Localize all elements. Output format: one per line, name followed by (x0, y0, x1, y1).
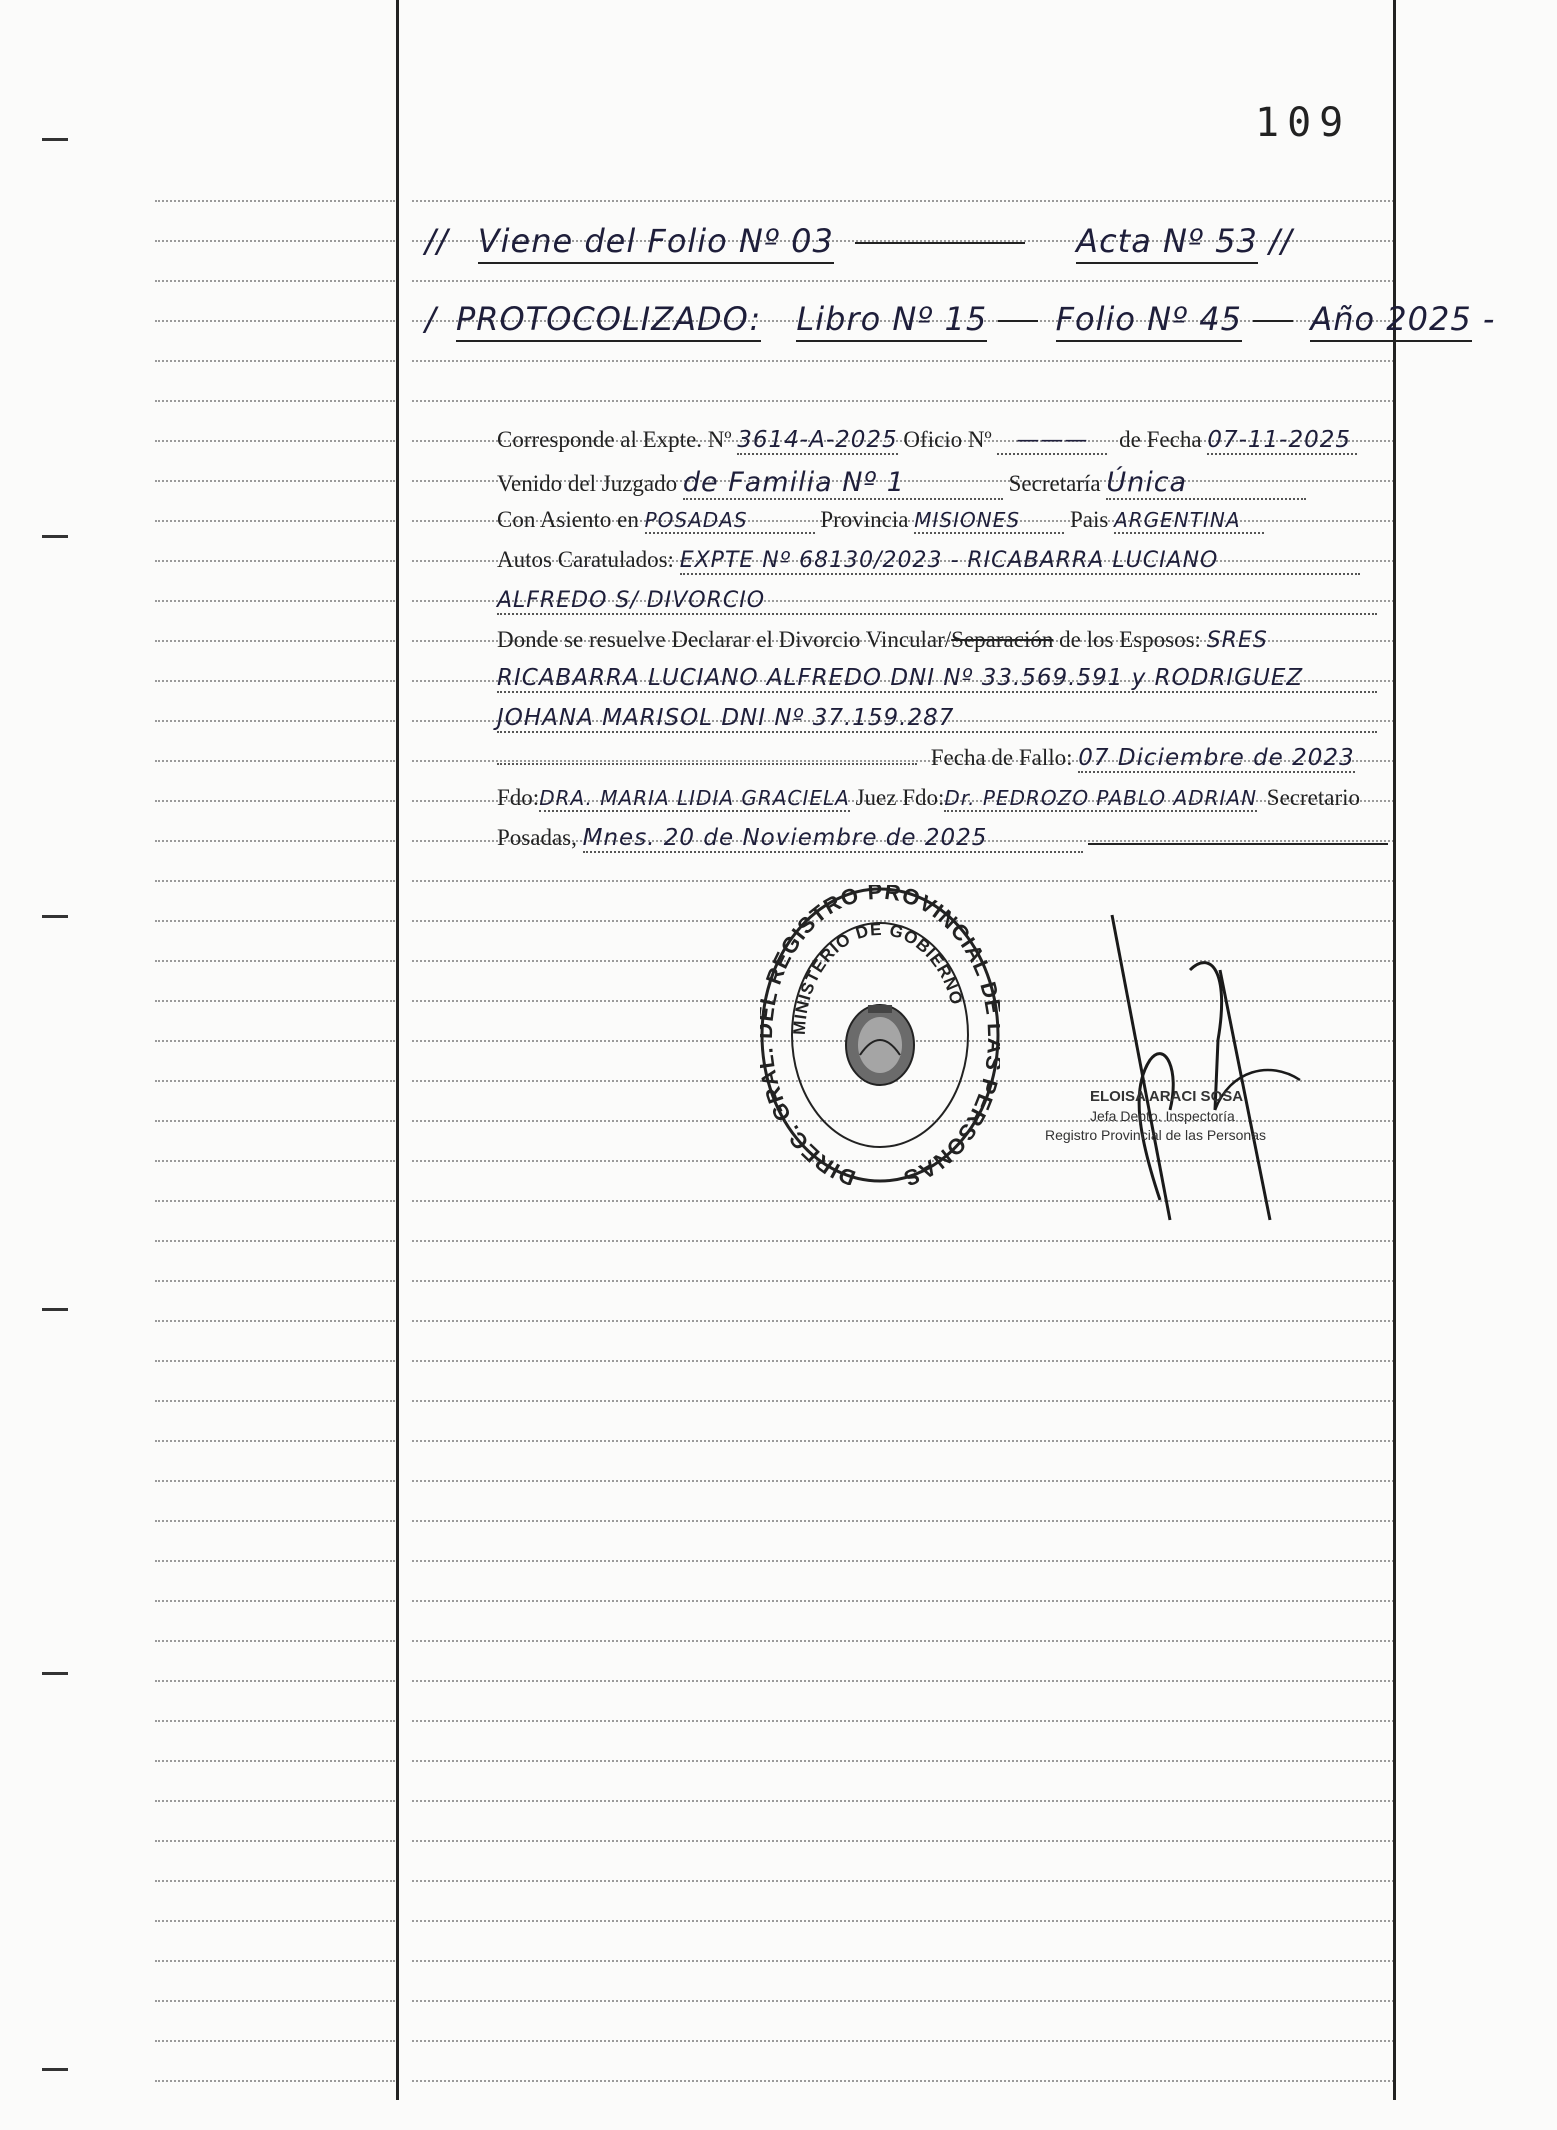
provincia-value: MISIONES (914, 508, 1064, 534)
header-line-1: // Viene del Folio Nº 03 Acta Nº 53 // (425, 222, 1293, 260)
ruled-line (412, 880, 1394, 882)
asiento-label: Con Asiento en (497, 507, 639, 532)
ruled-line (155, 1640, 395, 1642)
signatory-office: Registro Provincial de las Personas (1045, 1127, 1266, 1143)
ruled-line (155, 880, 395, 882)
ruled-line (412, 360, 1394, 362)
ruled-line (155, 320, 395, 322)
fdo-label: Fdo: (497, 785, 540, 810)
ruled-line (155, 640, 395, 642)
ruled-line (412, 1720, 1394, 1722)
ruled-line (155, 2040, 395, 2042)
row-esposos-2 (497, 705, 1377, 733)
ruled-line (155, 2000, 395, 2002)
ruled-line (155, 240, 395, 242)
binding-mark (42, 138, 68, 141)
ruled-line (155, 1160, 395, 1162)
ruled-line (155, 960, 395, 962)
ruled-line (155, 1600, 395, 1602)
ruled-line (155, 1720, 395, 1722)
ruled-line (155, 1680, 395, 1682)
row-juzgado (497, 467, 1306, 500)
ruled-line (412, 280, 1394, 282)
pais-value: ARGENTINA (1114, 508, 1264, 534)
stamp-outer-text: DIREC. GR REGISTRO PROVINCIAL PERSONAS (760, 885, 1000, 1185)
ruled-line (412, 400, 1394, 402)
ruled-line (155, 720, 395, 722)
ruled-line (155, 1840, 395, 1842)
ruled-line (412, 1880, 1394, 1882)
fecha-value: 07-11-2025 (1207, 427, 1357, 455)
ruled-line (155, 800, 395, 802)
ruled-line (412, 1600, 1394, 1602)
posadas-value: Mnes. 20 de Noviembre de 2025 (583, 825, 1083, 853)
secretario-value: Dr. PEDROZO PABLO ADRIAN (944, 786, 1258, 810)
ruled-line (412, 1360, 1394, 1362)
row-fallo (497, 745, 1355, 773)
row-asiento (497, 507, 1264, 534)
left-margin-ruled-lines (155, 200, 395, 2110)
ruled-line (412, 1760, 1394, 1762)
corresponde-label: Corresponde al Expte. Nº (497, 427, 732, 452)
esposos-value-2: JOHANA MARISOL DNI Nº 37.159.287 (497, 705, 1377, 733)
ruled-line (155, 560, 395, 562)
stamp-inner-text: MINISTERIO DE GOBIERNO (789, 919, 967, 1036)
juez-label: Juez (855, 785, 897, 810)
venido-label: Venido del Juzgado (497, 471, 678, 496)
ruled-line (412, 1400, 1394, 1402)
binding-mark (42, 915, 68, 918)
ruled-line (155, 480, 395, 482)
ruled-line (412, 1840, 1394, 1842)
juzgado-value: de Familia Nº 1 (683, 467, 1003, 500)
binding-mark (42, 1672, 68, 1675)
row-autos-cont (497, 587, 1377, 615)
ruled-line (155, 2080, 395, 2082)
posadas-label: Posadas, (497, 825, 577, 850)
ruled-line (155, 440, 395, 442)
binding-mark (42, 535, 68, 538)
ruled-line (155, 1080, 395, 1082)
esposos-value-0: SRES (1206, 628, 1268, 653)
ruled-line (412, 1480, 1394, 1482)
donde-label: Donde se resuelve Declarar el Divorcio Vincular/ (497, 627, 952, 652)
ruled-line (412, 1800, 1394, 1802)
oficio-label: Oficio Nº (903, 427, 992, 452)
secretaria-label: Secretaría (1008, 471, 1101, 496)
row-donde (497, 627, 1268, 653)
ruled-line (412, 1440, 1394, 1442)
esposos-label: de los Esposos: (1059, 627, 1201, 652)
ruled-line (155, 1480, 395, 1482)
ruled-line (155, 1440, 395, 1442)
ruled-line (412, 2040, 1394, 2042)
ruled-line (155, 1040, 395, 1042)
acta-number: Acta Nº 53 (1076, 222, 1258, 264)
fecha-label: de Fecha (1119, 427, 1202, 452)
separacion-struck: Separación (951, 627, 1054, 652)
ruled-line (155, 1960, 395, 1962)
folio-ref-number: Folio Nº 45 (1056, 300, 1242, 342)
ruled-line (155, 840, 395, 842)
protocolizado-label: PROTOCOLIZADO: (456, 300, 761, 342)
ruled-line (155, 920, 395, 922)
ruled-line (155, 520, 395, 522)
esposos-value-1: RICABARRA LUCIANO ALFREDO DNI Nº 33.569.591 y RODRIGUEZ (497, 665, 1377, 693)
signatory-name: ELOISA ARACI SOSA (1090, 1088, 1244, 1105)
autos-value-1: EXPTE Nº 68130/2023 - RICABARRA LUCIANO (680, 548, 1360, 575)
autos-label: Autos Caratulados: (497, 547, 674, 572)
ruled-line (155, 1920, 395, 1922)
ruled-line (155, 1400, 395, 1402)
secretario-label: Secretario (1266, 785, 1361, 810)
row-corresponde (497, 427, 1357, 455)
anio-number: Año 2025 (1310, 300, 1471, 342)
official-stamp (760, 885, 1000, 1185)
fallo-value: 07 Diciembre de 2023 (1078, 745, 1355, 771)
header-line-2: / PROTOCOLIZADO: Libro Nº 15 Folio Nº 45 Año 2025 - (425, 300, 1495, 338)
ruled-line (412, 1560, 1394, 1562)
row-firmas (497, 785, 1360, 812)
row-posadas (497, 825, 1388, 853)
ruled-line (412, 1320, 1394, 1322)
ruled-line (155, 1320, 395, 1322)
pais-label: Pais (1070, 507, 1109, 532)
ruled-line (155, 760, 395, 762)
ruled-line (155, 400, 395, 402)
ruled-line (155, 1280, 395, 1282)
ruled-line (155, 1240, 395, 1242)
signatory-role: Jefa Depto. Inspectoría (1090, 1108, 1235, 1124)
ruled-line (412, 1240, 1394, 1242)
binding-mark (42, 2068, 68, 2071)
handwritten-signature (1040, 910, 1340, 1230)
oficio-value: ——— (997, 427, 1107, 455)
margin-vertical-rule (396, 0, 399, 2100)
juez-value: DRA. MARIA LIDIA GRACIELA (539, 786, 850, 810)
ruled-line (155, 1520, 395, 1522)
ruled-line (155, 200, 395, 202)
ruled-line (412, 1640, 1394, 1642)
ruled-line (412, 1680, 1394, 1682)
ruled-line (412, 1960, 1394, 1962)
ruled-line (155, 1560, 395, 1562)
ruled-line (155, 1000, 395, 1002)
folio-number: 109 (1255, 100, 1352, 146)
ruled-line (155, 1760, 395, 1762)
secretaria-value: Única (1106, 467, 1306, 500)
ruled-line (412, 2000, 1394, 2002)
ruled-line (412, 200, 1394, 202)
ruled-line (155, 360, 395, 362)
fdo2-label: Fdo: (902, 785, 945, 810)
libro-number: Libro Nº 15 (796, 300, 987, 342)
ruled-line (155, 1200, 395, 1202)
ruled-line (155, 1800, 395, 1802)
coat-of-arms-icon (846, 1005, 914, 1085)
ruled-line (155, 680, 395, 682)
autos-value-2: ALFREDO S/ DIVORCIO (497, 588, 1377, 615)
binding-mark (42, 1308, 68, 1311)
ruled-line (155, 1120, 395, 1122)
ruled-line (155, 1360, 395, 1362)
ruled-line (412, 1920, 1394, 1922)
ruled-line (412, 1280, 1394, 1282)
ruled-line (155, 1880, 395, 1882)
ruled-line (412, 1520, 1394, 1522)
row-autos (497, 547, 1360, 575)
row-esposos-1 (497, 665, 1377, 693)
ruled-line (155, 600, 395, 602)
viene-del-folio: Viene del Folio Nº 03 (478, 222, 834, 264)
expte-value: 3614-A-2025 (737, 427, 898, 453)
ruled-line (155, 280, 395, 282)
fallo-label: Fecha de Fallo: (930, 745, 1073, 770)
provincia-label: Provincia (820, 507, 909, 532)
ruled-line (412, 2080, 1394, 2082)
asiento-value: POSADAS (645, 508, 815, 534)
